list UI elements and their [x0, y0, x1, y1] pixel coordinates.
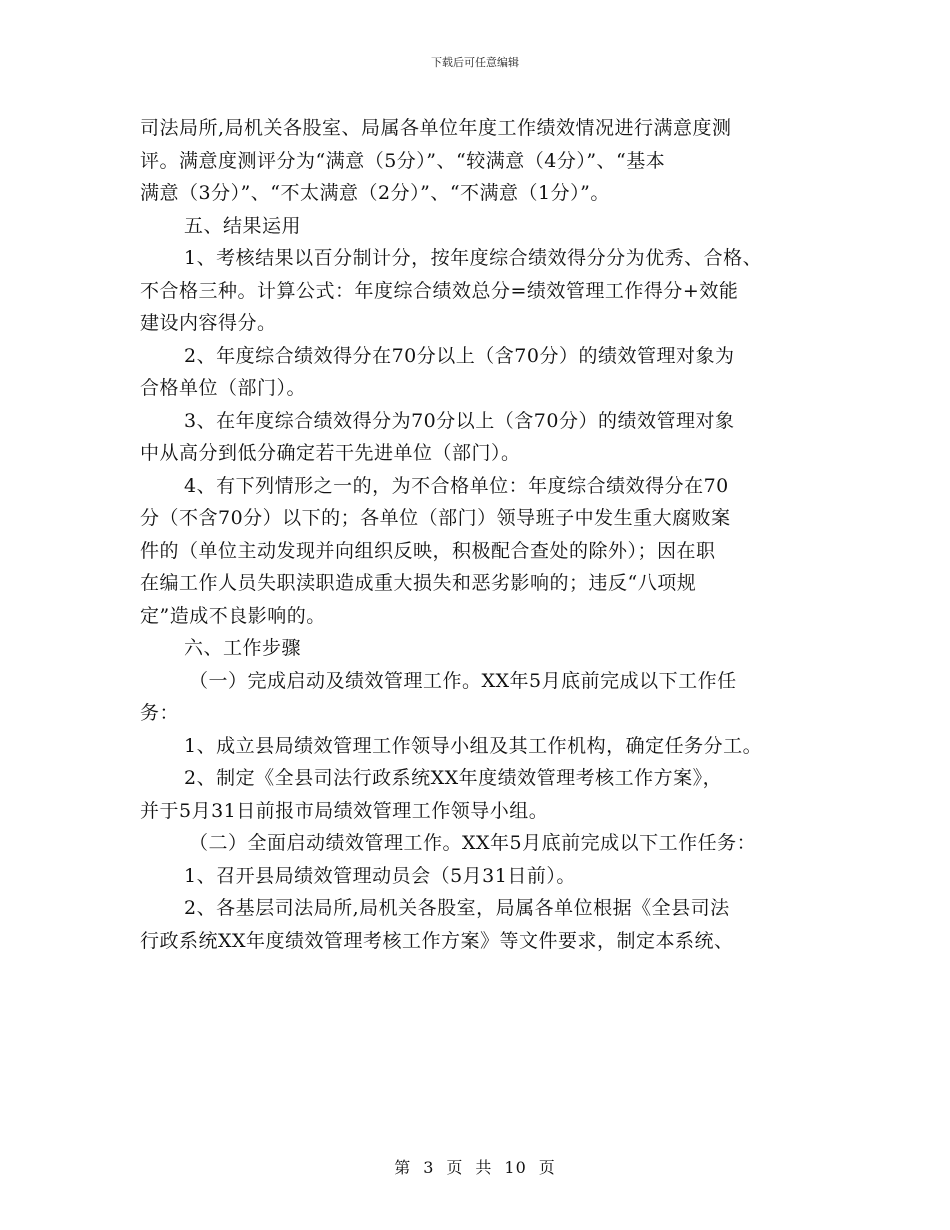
text-line: 中从高分到低分确定若干先进单位（部门）。	[140, 442, 521, 464]
footer-prefix: 第	[394, 1158, 412, 1177]
text-line: 司法局所,局机关各股室、局属各单位年度工作绩效情况进行满意度测	[140, 117, 732, 139]
text-line: 2、年度综合绩效得分在70分以上（含70分）的绩效管理对象为	[184, 344, 735, 367]
text-line: 定”造成不良影响的。	[140, 604, 326, 627]
text-line: 合格单位（部门）。	[140, 377, 307, 399]
page-header-note: 下载后可任意编辑	[431, 56, 519, 69]
text-line: 建设内容得分。	[140, 312, 277, 334]
text-line: 分（不含70分）以下的；各单位（部门）领导班子中发生重大腐败案	[140, 507, 731, 529]
text-line: 五、结果运用	[184, 214, 302, 237]
text-line: 行政系统XX年度绩效管理考核工作方案》等文件要求，制定本系统、	[140, 929, 734, 952]
text-line: 1、考核结果以百分制计分，按年度综合绩效得分分为优秀、合格、	[184, 247, 763, 269]
page-footer	[0, 1155, 950, 1178]
footer-total-pages: 10	[504, 1158, 527, 1177]
text-line: 2、各基层司法局所,局机关各股室，局属各单位根据《全县司法	[184, 897, 730, 919]
footer-current-page: 3	[423, 1158, 435, 1177]
text-line: 六、工作步骤	[184, 637, 302, 659]
document-body	[140, 112, 820, 957]
footer-suffix: 页	[538, 1158, 556, 1177]
footer-total-label: 共	[475, 1158, 493, 1177]
footer-page-label: 页	[446, 1158, 464, 1177]
text-line: 并于5月31日前报市局绩效管理工作领导小组。	[140, 799, 549, 822]
text-line: 不合格三种。计算公式：年度综合绩效总分=绩效管理工作得分+效能	[140, 279, 739, 302]
text-line: 满意（3分）”、“不太满意（2分）”、“不满意（1分）”。	[140, 182, 610, 204]
text-line: 件的（单位主动发现并向组织反映，积极配合查处的除外）；因在职	[140, 539, 716, 562]
text-line: 1、召开县局绩效管理动员会（5月31日前）。	[184, 864, 576, 887]
text-line: 2、制定《全县司法行政系统XX年度绩效管理考核工作方案》，	[184, 767, 723, 789]
text-line: （一）完成启动及绩效管理工作。XX年5月底前完成以下工作任	[189, 669, 737, 692]
text-line: 在编工作人员失职渎职造成重大损失和恶劣影响的；违反“八项规	[140, 572, 697, 594]
text-line: 3、在年度综合绩效得分为70分以上（含70分）的绩效管理对象	[184, 409, 735, 432]
text-line: （二）全面启动绩效管理工作。XX年5月底前完成以下工作任务：	[189, 832, 757, 854]
text-line: 评。满意度测评分为“满意（5分）”、“较满意（4分）”、“基本	[140, 149, 666, 172]
text-line: 务：	[140, 702, 180, 724]
text-line: 4、有下列情形之一的，为不合格单位：年度综合绩效得分在70	[184, 474, 729, 497]
text-line: 1、成立县局绩效管理工作领导小组及其工作机构，确定任务分工。	[184, 734, 763, 757]
